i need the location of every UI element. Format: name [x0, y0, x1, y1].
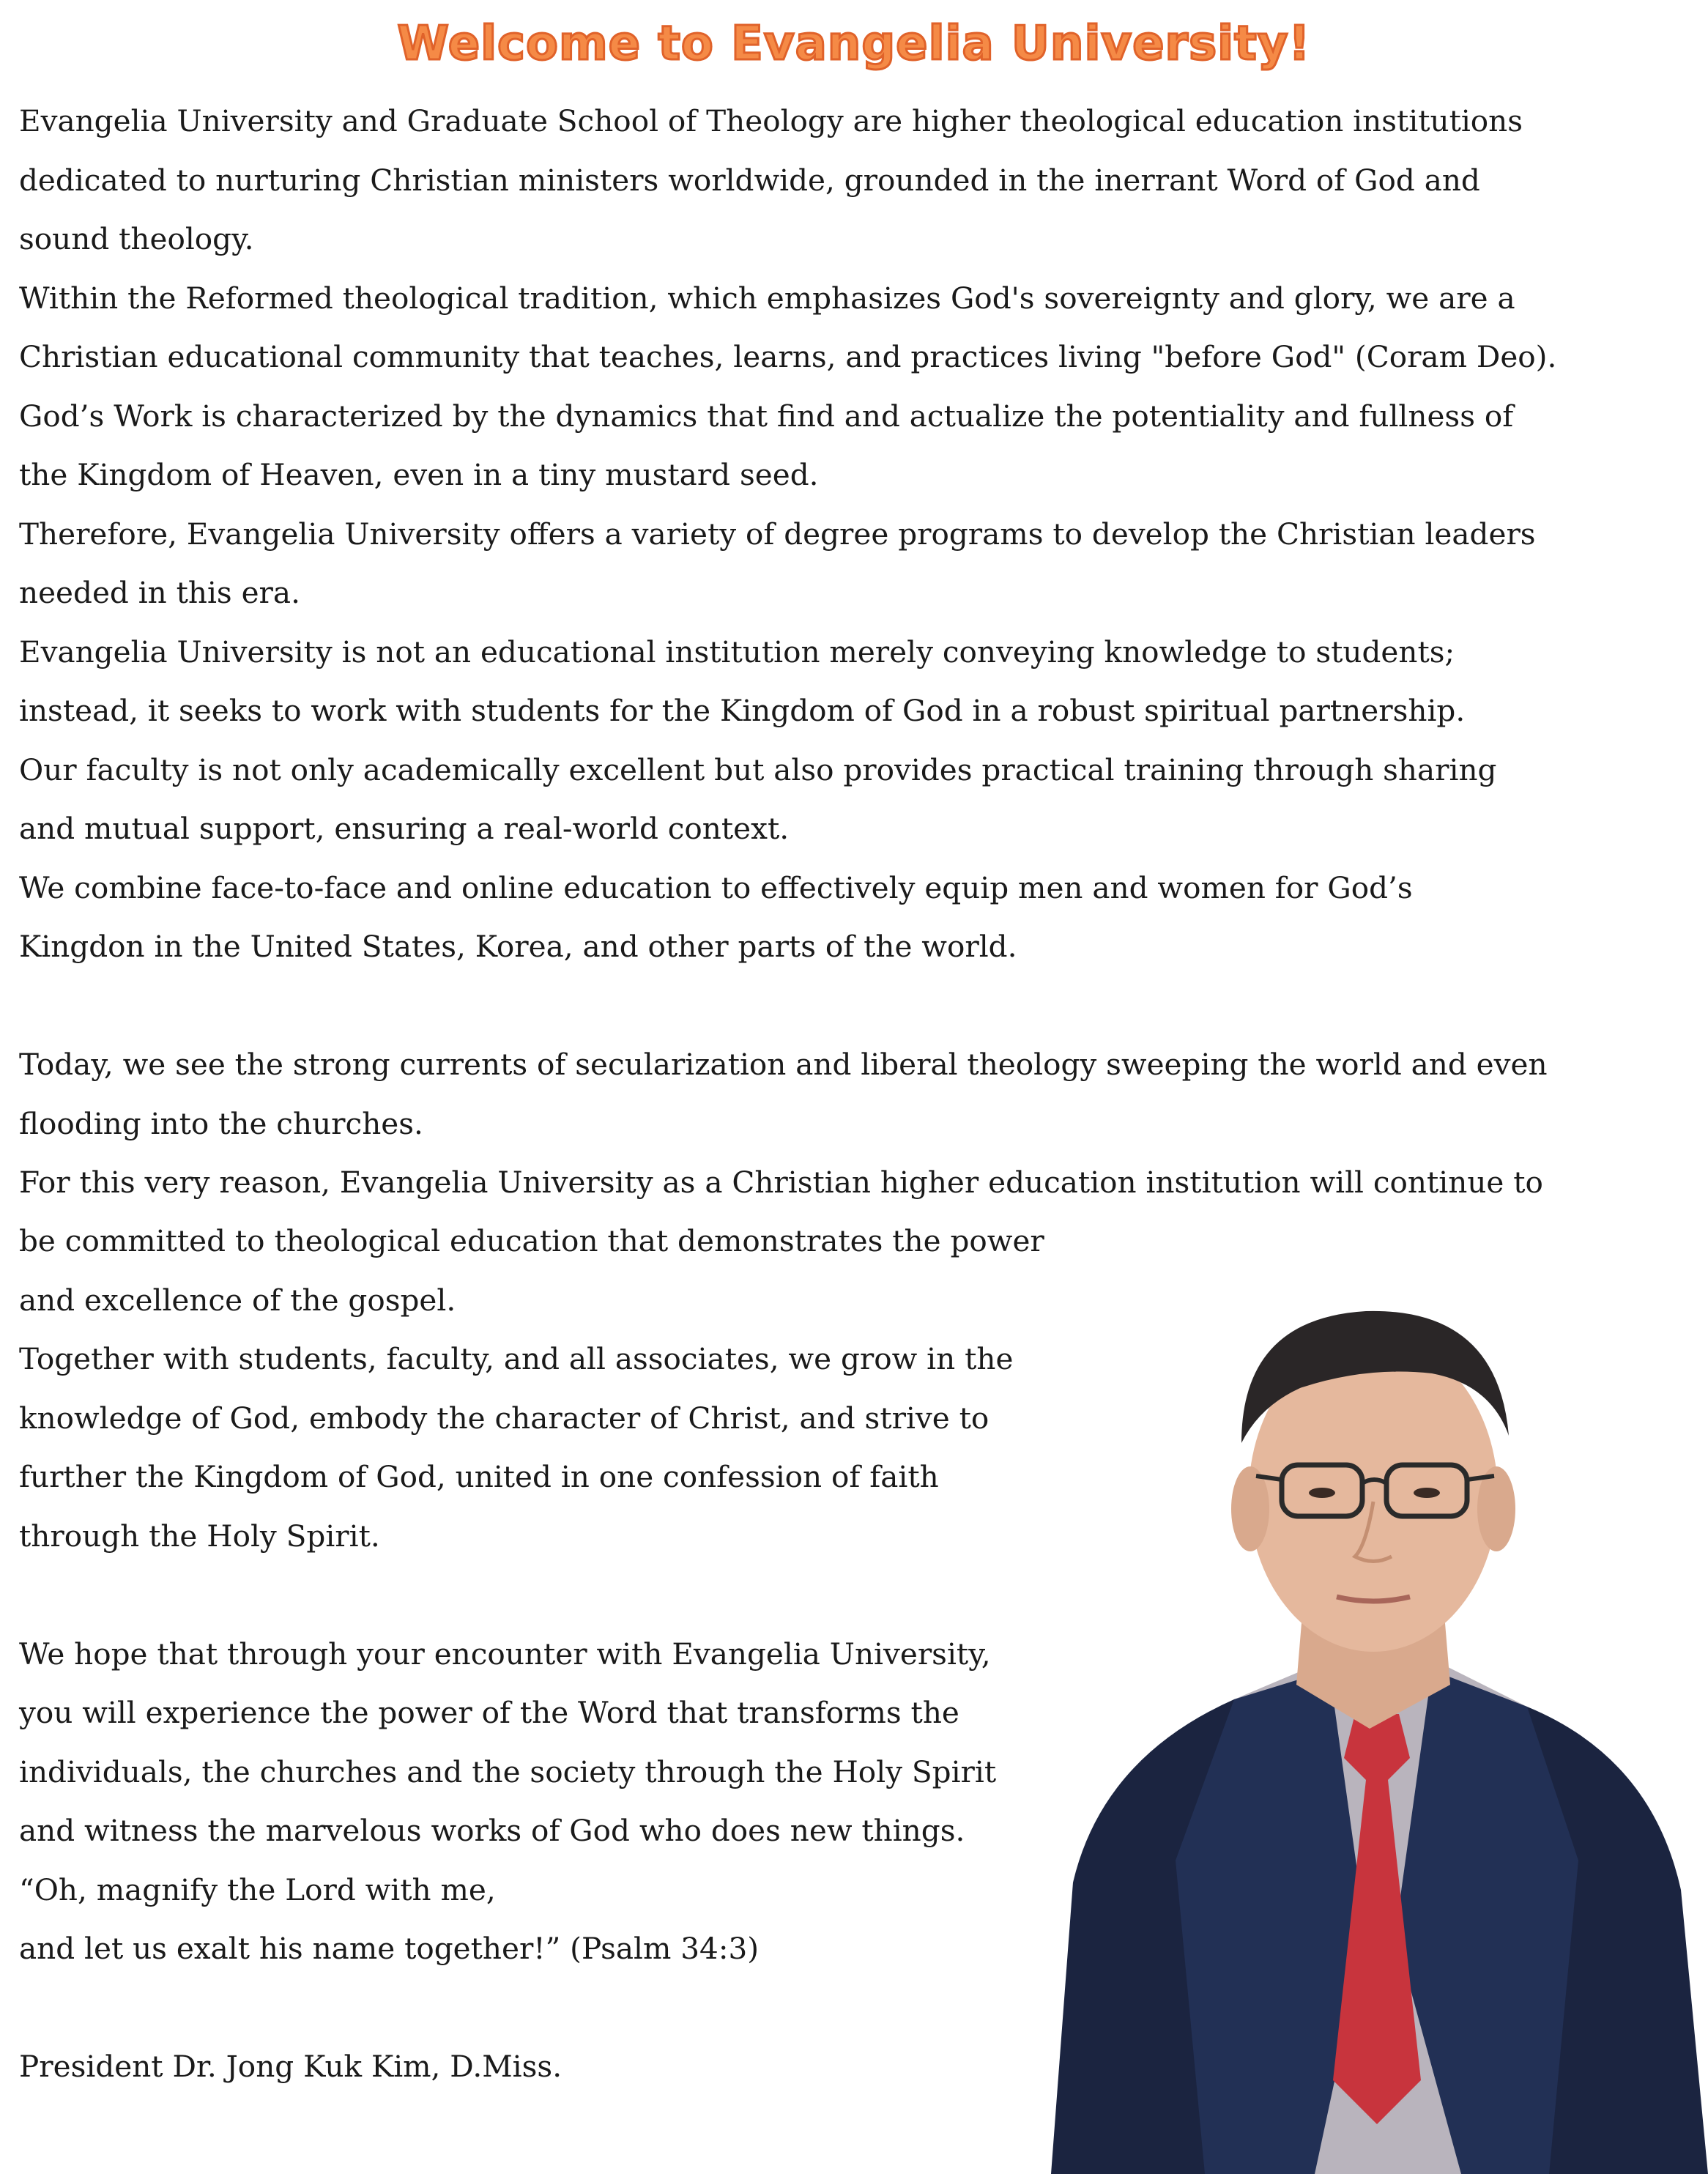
text-line: and witness the marvelous works of God who does new things.: [19, 1813, 965, 1848]
text-line: through the Holy Spirit.: [19, 1518, 380, 1554]
text-line: the Kingdom of Heaven, even in a tiny mustard seed.: [19, 457, 819, 492]
text-line: and mutual support, ensuring a real-world context.: [19, 811, 790, 846]
text-line: Evangelia University and Graduate School of Theology are higher theological education institutions: [19, 103, 1523, 138]
text-line: Our faculty is not only academically excellent but also provides practical training through sharing: [19, 752, 1497, 787]
text-line: Evangelia University is not an educational institution merely conveying knowledge to students;: [19, 634, 1455, 669]
text-line: Today, we see the strong currents of secularization and liberal theology sweeping the world and even: [19, 1047, 1548, 1082]
text-line: We combine face-to-face and online education to effectively equip men and women for God’s: [19, 870, 1413, 905]
text-line: and excellence of the gospel.: [19, 1283, 456, 1318]
text-line: instead, it seeks to work with students for the Kingdom of God in a robust spiritual partnership.: [19, 693, 1466, 728]
text-line: For this very reason, Evangelia University as a Christian higher education institution will continue to: [19, 1165, 1543, 1200]
page-title: Welcome to Evangelia University!: [397, 17, 1311, 71]
text-line: We hope that through your encounter with Evangelia University,: [19, 1636, 991, 1672]
text-line: individuals, the churches and the society through the Holy Spirit: [19, 1754, 997, 1789]
text-line: sound theology.: [19, 221, 254, 256]
text-line: Christian educational community that teaches, learns, and practices living "before God" (Coram Deo).: [19, 339, 1557, 374]
text-line: Together with students, faculty, and all associates, we grow in the: [19, 1341, 1014, 1376]
text-line: flooding into the churches.: [19, 1106, 423, 1141]
text-line: Within the Reformed theological tradition, which emphasizes God's sovereignty and glory, we are a: [19, 281, 1515, 316]
text-line: be committed to theological education that demonstrates the power: [19, 1223, 1044, 1258]
president-signature: President Dr. Jong Kuk Kim, D.Miss.: [19, 2049, 562, 2084]
text-line: and let us exalt his name together!” (Psalm 34:3): [19, 1931, 760, 1966]
text-line: dedicated to nurturing Christian ministers worldwide, grounded in the inerrant Word of God and: [19, 163, 1480, 198]
text-line: knowledge of God, embody the character of Christ, and strive to: [19, 1401, 989, 1436]
president-photo: [1022, 1201, 1708, 2174]
text-line: God’s Work is characterized by the dynamics that find and actualize the potentiality and fullness of: [19, 398, 1514, 434]
text-line: you will experience the power of the Word that transforms the: [19, 1695, 959, 1730]
text-line: “Oh, magnify the Lord with me,: [19, 1872, 496, 1907]
text-line: Kingdon in the United States, Korea, and other parts of the world.: [19, 929, 1017, 964]
text-line: Therefore, Evangelia University offers a variety of degree programs to develop the Christian leaders: [19, 516, 1536, 552]
text-line: further the Kingdom of God, united in one confession of faith: [19, 1459, 939, 1494]
text-line: needed in this era.: [19, 575, 300, 610]
